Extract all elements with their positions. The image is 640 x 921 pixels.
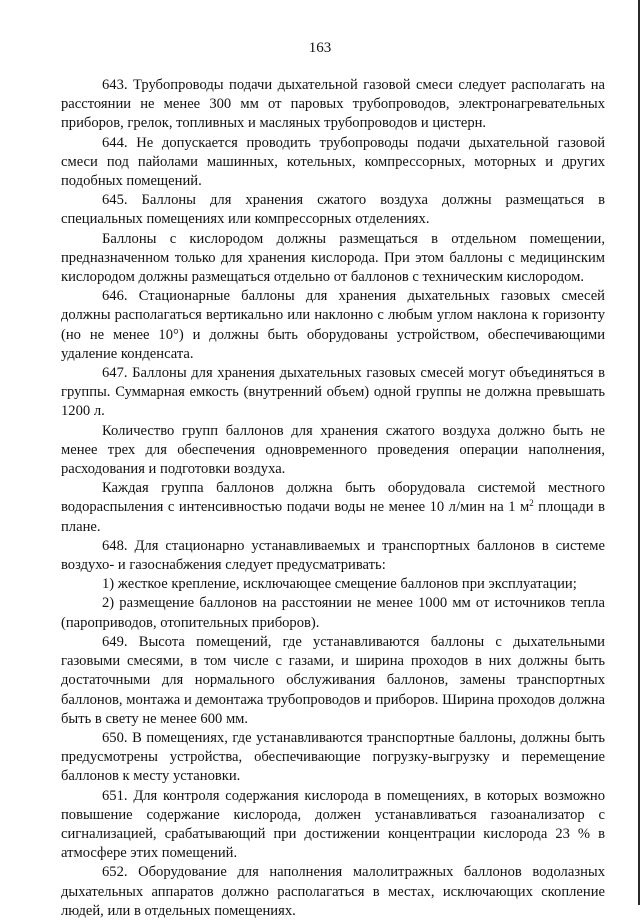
document-body <box>61 76 605 921</box>
paragraph-650: 650. В помещениях, где устанавливаются транспортные баллоны, должны быть предусмотрены устройства, обеспечивающие погрузку-выгрузку и перемещение баллонов к месту установки. <box>61 729 605 785</box>
paragraph-648-item-2: 2) размещение баллонов на расстоянии не менее 1000 мм от источников тепла (пароприводов, отопительных приборов). <box>61 595 605 631</box>
water-spray-tail: площади в плане. <box>61 499 605 535</box>
paragraph-645-oxygen: Баллоны с кислородом должны размещаться в отдельном помещении, предназначенном только для хранения кислорода. При этом баллоны с медицинским кислородом должны размещаться отдельно от баллонов с техническим кислородом. <box>61 230 605 286</box>
paragraph-648: 648. Для стационарно устанавливаемых и транспортных баллонов в системе воздухо- и газоснабжения следует предусматривать: <box>61 537 605 574</box>
paragraph-644: 644. Не допускается проводить трубопроводы подачи дыхательной газовой смеси под пайолами машинных, котельных, компрессорных, моторных и других подобных помещений. <box>61 134 605 190</box>
paragraph-648-item-1: 1) жесткое крепление, исключающее смещение баллонов при эксплуатации; <box>102 576 577 593</box>
page-number: 163 <box>308 40 332 56</box>
paragraph-649: 649. Высота помещений, где устанавливаются баллоны с дыхательными газовыми смесями, в том числе с газами, и ширина проходов в них должны быть достаточными для нормального обслуживания баллонов, замены транспортных баллонов, монтажа и демонтажа трубопроводов и приборов. Ширина проходов должна быть в свету не менее 600 мм. <box>61 633 605 727</box>
paragraph-646: 646. Стационарные баллоны для хранения дыхательных газовых смесей должны располагаться вертикально или наклонно с любым углом наклона к горизонту (но не менее 10°) и должны быть оборудованы устройством, обеспечивающими удаление конденсата. <box>61 288 605 362</box>
square-meter-superscript: 2 <box>529 498 534 509</box>
paragraph-643: 643. Трубопроводы подачи дыхательной газовой смеси следует располагать на расстоянии не менее 300 мм от паровых трубопроводов, электронагревательных приборов, грелок, топливных и масляных трубопроводов и цистерн. <box>61 77 605 132</box>
paragraph-647-water-spray <box>61 479 605 537</box>
water-spray-text: Каждая группа баллонов должна быть оборудовала системой местного водораспыления с интенсивностью подачи воды не менее 10 л/мин на 1 м <box>61 480 605 516</box>
paragraph-651: 651. Для контроля содержания кислорода в помещениях, в которых возможно повышение содержание кислорода, должен устанавливаться газоанализатор с сигнализацией, срабатывающий при достижении концентрации кислорода 23 % в атмосфере этих помещений. <box>61 787 605 862</box>
paragraph-645: 645. Баллоны для хранения сжатого воздуха должны размещаться в специальных помещениях или компрессорных отделениях. <box>61 192 605 228</box>
paragraph-652: 652. Оборудование для наполнения малолитражных баллонов водолазных дыхательных аппаратов должно располагаться в местах, исключающих скопление людей, или в отдельных помещениях. <box>61 864 605 919</box>
paragraph-647-groups: Количество групп баллонов для хранения сжатого воздуха должно быть не менее трех для обеспечения одновременного проведения операции наполнения, расходования и подготовки воздуха. <box>61 422 605 478</box>
paragraph-647: 647. Баллоны для хранения дыхательных газовых смесей могут объединяться в группы. Суммарная емкость (внутренний объем) одной группы не должна превышать 1200 л. <box>61 365 605 420</box>
